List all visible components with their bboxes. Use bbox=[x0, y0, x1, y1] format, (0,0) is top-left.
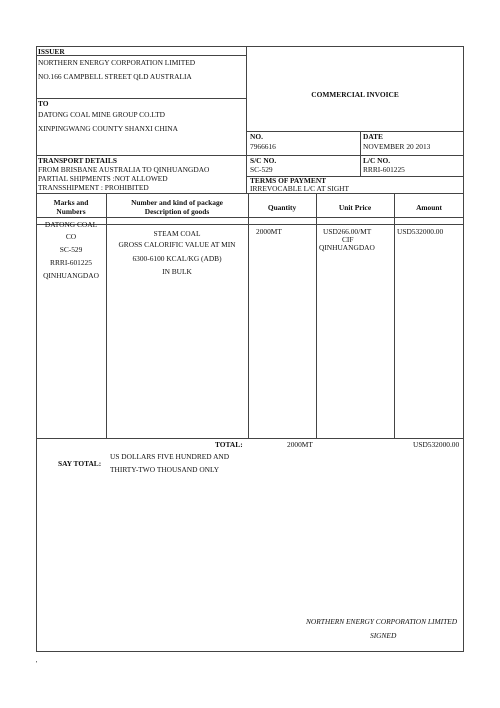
line-issuer-top bbox=[36, 55, 246, 56]
marks-line: CO bbox=[65, 232, 77, 241]
unit-price-line: CIF bbox=[342, 235, 354, 244]
marks-line: SC-529 bbox=[59, 245, 83, 254]
line-header-divider bbox=[246, 46, 247, 193]
line-to-top bbox=[36, 98, 246, 99]
invoice-no-value: 7966616 bbox=[250, 142, 276, 151]
footer-mark: ' bbox=[36, 659, 38, 668]
to-address: XINPINGWANG COUNTY SHANXI CHINA bbox=[38, 124, 178, 133]
lc-no-value: RRRI-601225 bbox=[363, 165, 405, 174]
unit-price-line: USD266.00/MT bbox=[323, 227, 372, 236]
date-value: NOVEMBER 20 2013 bbox=[363, 142, 431, 151]
to-name: DATONG COAL MINE GROUP CO.LTD bbox=[38, 110, 165, 119]
transport-partial: PARTIAL SHIPMENTS :NOT ALLOWED bbox=[38, 174, 168, 183]
say-total-label: SAY TOTAL: bbox=[58, 459, 102, 468]
total-label: TOTAL: bbox=[215, 440, 243, 449]
header-marks-line2: Numbers bbox=[56, 207, 86, 216]
transport-heading: TRANSPORT DETAILS bbox=[38, 156, 117, 165]
description-line: IN BULK bbox=[162, 267, 192, 276]
unit-price-line: QINHUANGDAO bbox=[319, 243, 375, 252]
signature-signed: SIGNED bbox=[370, 631, 397, 640]
header-quantity: Quantity bbox=[267, 203, 297, 212]
lc-no-label: L/C NO. bbox=[363, 156, 391, 165]
line-no-date-top bbox=[246, 131, 464, 132]
line-table-header-top bbox=[36, 193, 464, 194]
item-quantity: 2000MT bbox=[256, 227, 282, 236]
payment-label: TERMS OF PAYMENT bbox=[250, 176, 327, 185]
say-total-line2: THIRTY-TWO THOUSAND ONLY bbox=[110, 465, 220, 474]
header-marks-line1: Marks and bbox=[53, 198, 89, 207]
line-no-date-divider bbox=[360, 131, 361, 176]
description-line: STEAM COAL bbox=[153, 229, 201, 238]
signature-company: NORTHERN ENERGY CORPORATION LIMITED bbox=[306, 617, 458, 626]
payment-value: IRREVOCABLE L/C AT SIGHT bbox=[250, 184, 350, 193]
to-heading: TO bbox=[38, 99, 49, 108]
say-total-line1: US DOLLARS FIVE HUNDRED AND bbox=[110, 452, 230, 461]
issuer-address: NO.166 CAMPBELL STREET QLD AUSTRALIA bbox=[38, 72, 192, 81]
item-amount: USD532000.00 bbox=[397, 227, 444, 236]
line-col-qty bbox=[316, 193, 317, 438]
line-table-header-bottom bbox=[36, 217, 464, 218]
description-line: 6300-6100 KCAL/KG (ADB) bbox=[132, 254, 222, 263]
document-title: COMMERCIAL INVOICE bbox=[311, 90, 399, 99]
description-line: GROSS CALORIFIC VALUE AT MIN bbox=[118, 240, 236, 249]
total-quantity: 2000MT bbox=[287, 440, 313, 449]
line-totals-top bbox=[36, 438, 464, 439]
line-col-desc bbox=[248, 193, 249, 438]
transport-route: FROM BRISBANE AUSTRALIA TO QINHUANGDAO bbox=[38, 165, 210, 174]
sc-no-label: S/C NO. bbox=[250, 156, 277, 165]
date-label: DATE bbox=[363, 132, 383, 141]
issuer-name: NORTHERN ENERGY CORPORATION LIMITED bbox=[38, 58, 196, 67]
sc-no-value: SC-529 bbox=[250, 165, 273, 174]
total-amount: USD532000.00 bbox=[413, 440, 460, 449]
invoice-no-label: NO. bbox=[250, 132, 263, 141]
issuer-heading: ISSUER bbox=[38, 47, 65, 56]
marks-line: DATONG COAL bbox=[44, 220, 98, 229]
header-desc-line1: Number and kind of package bbox=[131, 198, 223, 207]
header-desc-line2: Description of goods bbox=[144, 207, 210, 216]
header-amount: Amount bbox=[416, 203, 442, 212]
marks-line: QINHUANGDAO bbox=[43, 271, 99, 280]
transport-transship: TRANSSHIPMENT : PROHIBITED bbox=[38, 183, 149, 192]
marks-line: RRRI-601225 bbox=[50, 258, 92, 267]
line-col-price bbox=[394, 193, 395, 438]
header-unit-price: Unit Price bbox=[338, 203, 372, 212]
